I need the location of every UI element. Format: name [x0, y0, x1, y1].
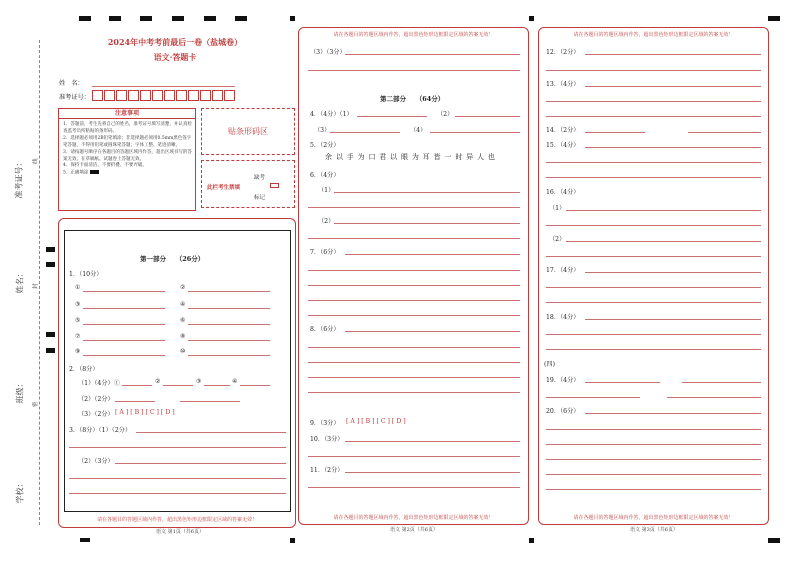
q1-blank-label: ③	[75, 301, 81, 308]
q2-3-options[interactable]: [ A ] [ B ] [ C ] [ D ]	[115, 409, 175, 416]
q13-label: 13．（4分）	[546, 81, 580, 88]
q1-blank-label: ⑤	[75, 317, 81, 324]
q2-1-blank[interactable]	[163, 385, 193, 386]
registration-mark	[529, 538, 534, 543]
q5-char: 以	[390, 153, 398, 161]
exam-id-box[interactable]	[92, 90, 103, 101]
notice-body	[63, 122, 193, 178]
q7-label: 7．（6分）	[310, 249, 340, 256]
exam-id-box[interactable]	[152, 90, 163, 101]
q14-blank[interactable]	[688, 132, 761, 133]
q9-options[interactable]: [ A ] [ B ] [ C ] [ D ]	[346, 418, 406, 425]
side-school-label: 学校：	[15, 479, 25, 504]
side-name-label: 姓名：	[15, 269, 25, 294]
q17-line[interactable]	[546, 287, 761, 288]
page-footer: 语文 第3页（共6页）	[630, 527, 678, 533]
q20-line[interactable]	[585, 413, 761, 414]
q19-blank[interactable]	[585, 382, 660, 383]
notice-item: 4．保持卡面清洁，不要折叠、不要弄破。	[63, 163, 147, 169]
q2-1-mark: ②	[155, 378, 161, 385]
q16-1-label: （1）	[549, 205, 566, 212]
q7-line[interactable]	[308, 300, 520, 301]
q3-2-line[interactable]	[69, 493, 286, 494]
exam-id-box[interactable]	[128, 90, 139, 101]
q1-blank-label: ①	[75, 284, 81, 291]
seal-seal-label: 封	[33, 283, 39, 289]
q1-blank-label: ⑦	[75, 333, 81, 340]
exam-id-box[interactable]	[104, 90, 115, 101]
q19-blank[interactable]	[667, 397, 761, 398]
q6-line[interactable]	[334, 223, 520, 224]
q3-3-label: （3）（3分）	[310, 49, 346, 56]
notice-item-text: 5．正确填涂	[63, 170, 89, 176]
q2-2-blank[interactable]	[180, 401, 240, 402]
side-exam-id-label: 准考证号：	[14, 158, 24, 199]
q1-blank[interactable]	[83, 355, 165, 356]
registration-mark	[290, 538, 295, 543]
q1-blank[interactable]	[83, 340, 165, 341]
q13-line[interactable]	[585, 86, 761, 87]
registration-mark	[529, 16, 534, 21]
frame-warning: 请在各题目的答题区域内作答，超出黑色矩形边框限定区域的答案无效！	[573, 515, 734, 521]
no-fill-label: 此栏考生禁填	[207, 185, 241, 191]
frame-warning: 请在各题目的答题区域内作答，超出黑色矩形边框限定区域的答案无效！	[96, 517, 257, 523]
q1-blank[interactable]	[188, 291, 270, 292]
exam-id-box[interactable]	[176, 90, 187, 101]
registration-mark	[290, 16, 295, 21]
q18-line[interactable]	[585, 319, 761, 320]
seal-line-label: 线	[33, 158, 39, 164]
notice-item: 3．请按题号顺序在各题目的答题区域内作答，超出区域书写的答案无效；在草稿纸、试题卷上答题无效。	[63, 149, 192, 162]
page-subtitle: 语文·答题卡	[153, 52, 197, 62]
q12-label: 12．（2分）	[546, 49, 580, 56]
part1-title: 第一部分 （26分）	[140, 255, 205, 263]
part2-title: 第二部分 （64分）	[380, 95, 445, 103]
q2-2-blank[interactable]	[115, 401, 155, 402]
q7-line[interactable]	[308, 315, 520, 316]
q17-label: 17．（4分）	[546, 267, 580, 274]
q18-line[interactable]	[546, 349, 761, 350]
q3-1-line[interactable]	[136, 432, 286, 433]
absent-checkbox[interactable]	[270, 183, 279, 188]
q2-3-label: （3）（2分）	[78, 411, 114, 418]
q17-line[interactable]	[546, 302, 761, 303]
q1-blank-label: ⑧	[180, 333, 186, 340]
q20-line[interactable]	[546, 474, 761, 475]
q11-label: 11．（2分）	[310, 467, 344, 474]
q12-line[interactable]	[546, 70, 761, 71]
registration-mark	[80, 538, 90, 542]
notice-heading: 注意事项	[59, 109, 195, 119]
registration-mark	[768, 16, 780, 21]
q1-label: 1．（10分）	[69, 271, 103, 278]
q1-blank[interactable]	[188, 308, 270, 309]
q16-line[interactable]	[546, 225, 761, 226]
registration-mark	[46, 332, 55, 337]
exam-id-box[interactable]	[224, 90, 235, 101]
q5-char: 手	[346, 153, 354, 161]
q4-3-label: （3）	[314, 127, 331, 134]
frame-warning: 请在各题目的答题区域内作答，超出黑色矩形边框限定区域的答案无效！	[573, 32, 734, 38]
q7-line[interactable]	[308, 285, 520, 286]
name-label: 姓 名：	[59, 80, 84, 87]
q5-char: 时	[455, 153, 463, 161]
q4-blank[interactable]	[330, 132, 400, 133]
q2-1-mark: ③	[196, 378, 202, 385]
q5-char: 耳	[422, 153, 430, 161]
q6-line[interactable]	[308, 207, 520, 208]
registration-mark	[172, 16, 184, 21]
q5-char: 口	[368, 153, 376, 161]
q1-blank[interactable]	[83, 324, 165, 325]
exam-id-box[interactable]	[140, 90, 151, 101]
q14-blank[interactable]	[585, 132, 645, 133]
binding-line	[39, 40, 40, 525]
exam-id-box[interactable]	[164, 90, 175, 101]
absent-label: 缺考	[254, 175, 266, 181]
q16-line[interactable]	[566, 241, 761, 242]
barcode-area	[201, 108, 295, 155]
q19-blank[interactable]	[682, 382, 761, 383]
q8-line[interactable]	[308, 392, 520, 393]
q8-line[interactable]	[345, 331, 520, 332]
q11-line[interactable]	[308, 487, 520, 488]
q4-blank[interactable]	[455, 116, 520, 117]
q5-char: 以	[335, 153, 343, 161]
q5-char: 也	[487, 153, 495, 161]
exam-id-box[interactable]	[212, 90, 223, 101]
q4-blank[interactable]	[430, 132, 520, 133]
q2-1-mark: ④	[232, 378, 238, 385]
q6-label: 6．（4分）	[310, 172, 340, 179]
side-class-label: 班级：	[15, 379, 25, 404]
q20-line[interactable]	[546, 444, 761, 445]
q1-blank-label: ⑥	[180, 317, 186, 324]
q5-char: 为	[411, 153, 419, 161]
name-input-line[interactable]	[92, 86, 235, 87]
q3-2-line[interactable]	[115, 463, 286, 464]
notice-box	[58, 108, 196, 211]
q6-line[interactable]	[308, 238, 520, 239]
q4-2-label: （2）	[437, 111, 454, 118]
q17-line[interactable]	[585, 272, 761, 273]
q11-line[interactable]	[345, 472, 520, 473]
q10-label: 10．（3分）	[310, 436, 344, 443]
q15-line[interactable]	[546, 177, 761, 178]
q2-1-blank[interactable]	[240, 385, 270, 386]
q18-label: 18．（4分）	[546, 314, 580, 321]
barcode-label: 贴条形码区	[228, 127, 268, 136]
q8-label: 8．（6分）	[310, 326, 340, 333]
filled-sample-icon	[90, 170, 99, 174]
q13-line[interactable]	[546, 101, 761, 102]
q2-2-label: （2）（2分）	[78, 396, 114, 403]
q5-sentence[interactable]	[325, 152, 495, 162]
q20-line[interactable]	[546, 429, 761, 430]
q8-line[interactable]	[308, 347, 520, 348]
q1-blank[interactable]	[83, 291, 165, 292]
mark-label: 标记	[254, 195, 266, 201]
q7-line[interactable]	[308, 270, 520, 271]
q13-line[interactable]	[546, 116, 761, 117]
q3-2-label: （2）（3分）	[78, 458, 114, 465]
q19-blank[interactable]	[546, 397, 640, 398]
q4-label: 4．（4分）（1）	[310, 111, 353, 118]
q7-line[interactable]	[345, 254, 520, 255]
q5-char: 异	[466, 153, 474, 161]
frame-warning: 请在各题目的答题区域内作答，超出黑色矩形边框限定区域的答案无效！	[333, 515, 494, 521]
notice-item: 2．选择题必须用2B铅笔填涂；非选择题必须用0.5mm黑色签字笔答题，不得用铅笔或圆珠笔答题；字体工整、笔迹清晰。	[63, 135, 192, 148]
q2-label: 2．（8分）	[69, 366, 99, 373]
q5-char: 眼	[401, 153, 409, 161]
q8-line[interactable]	[308, 377, 520, 378]
q3-label: 3．（8分）（1）（2分）	[69, 427, 132, 434]
q20-line[interactable]	[546, 459, 761, 460]
q5-char: 余	[325, 153, 332, 161]
q5-label: 5．（2分）	[310, 142, 340, 149]
registration-mark	[768, 538, 780, 543]
frame-warning: 请在各题目的答题区域内作答，超出黑色矩形边框限定区域的答案无效！	[333, 32, 494, 38]
q16-label: 16．（4分）	[546, 189, 580, 196]
q14-label: 14．（2分）	[546, 127, 580, 134]
q1-blank[interactable]	[83, 308, 165, 309]
q1-blank[interactable]	[188, 324, 270, 325]
exam-id-label: 准考证号：	[59, 94, 90, 101]
page-title: 2024年中考考前最后一卷（盐城卷）	[107, 37, 243, 47]
q15-label: 15．（4分）	[546, 142, 580, 149]
q3-2-line[interactable]	[69, 478, 286, 479]
q16-2-label: （2）	[549, 236, 566, 243]
q3-3-line[interactable]	[308, 70, 520, 71]
q3-3-line[interactable]	[345, 54, 520, 55]
registration-mark	[79, 16, 91, 21]
q16-line[interactable]	[546, 256, 761, 257]
exam-id-box[interactable]	[200, 90, 211, 101]
registration-mark	[140, 16, 152, 21]
q5-char: 君	[379, 153, 387, 161]
notice-item	[63, 170, 193, 177]
q5-char: 一	[444, 153, 452, 161]
q15-line[interactable]	[585, 147, 761, 148]
registration-mark	[46, 247, 55, 252]
q2-1-blank[interactable]	[204, 385, 230, 386]
q20-label: 20．（6分）	[546, 408, 580, 415]
registration-mark	[46, 262, 55, 267]
q1-blank-label: ④	[180, 301, 186, 308]
q10-line[interactable]	[345, 441, 520, 442]
q19-label: 19．（4分）	[546, 377, 580, 384]
q5-char: 人	[477, 153, 485, 161]
registration-mark	[204, 16, 216, 21]
q6-2-label: （2）	[318, 218, 335, 225]
section-four-label: (四)	[544, 361, 556, 368]
q6-line[interactable]	[334, 192, 520, 193]
q2-1-blank[interactable]	[122, 385, 152, 386]
q12-line[interactable]	[585, 54, 761, 55]
q5-char: 为	[357, 153, 365, 161]
q10-line[interactable]	[308, 456, 520, 457]
notice-item: 1．答题前，考生先将自己的姓名，准考证号填写清楚，并认真检查监考员所粘贴的条形码。	[63, 122, 192, 134]
q4-blank[interactable]	[357, 116, 427, 117]
q5-char: 皆	[433, 153, 441, 161]
registration-mark	[235, 16, 247, 21]
q1-blank-label: ⑩	[180, 348, 186, 355]
q1-blank-label: ②	[180, 284, 186, 291]
q15-line[interactable]	[546, 162, 761, 163]
q18-line[interactable]	[546, 334, 761, 335]
q2-1-label: （1）（4分）①	[78, 380, 120, 387]
exam-id-box[interactable]	[116, 90, 127, 101]
seal-close-label: 密	[33, 401, 39, 407]
q4-4-label: （4）	[410, 127, 427, 134]
page-footer: 语文 第2页（共6页）	[390, 527, 438, 533]
q9-label: 9．（3分）	[310, 420, 340, 427]
page-footer: 语文 第1页（共6页）	[156, 529, 204, 535]
q1-blank-label: ⑨	[75, 348, 81, 355]
q8-line[interactable]	[308, 362, 520, 363]
q1-blank[interactable]	[188, 355, 270, 356]
q1-blank[interactable]	[188, 340, 270, 341]
exam-id-box[interactable]	[188, 90, 199, 101]
q6-1-label: （1）	[318, 187, 335, 194]
q3-1-line[interactable]	[69, 447, 286, 448]
registration-mark	[109, 16, 121, 21]
q16-line[interactable]	[566, 210, 761, 211]
q20-line[interactable]	[546, 489, 761, 490]
registration-mark	[46, 348, 55, 353]
absent-mark-box	[201, 160, 295, 208]
